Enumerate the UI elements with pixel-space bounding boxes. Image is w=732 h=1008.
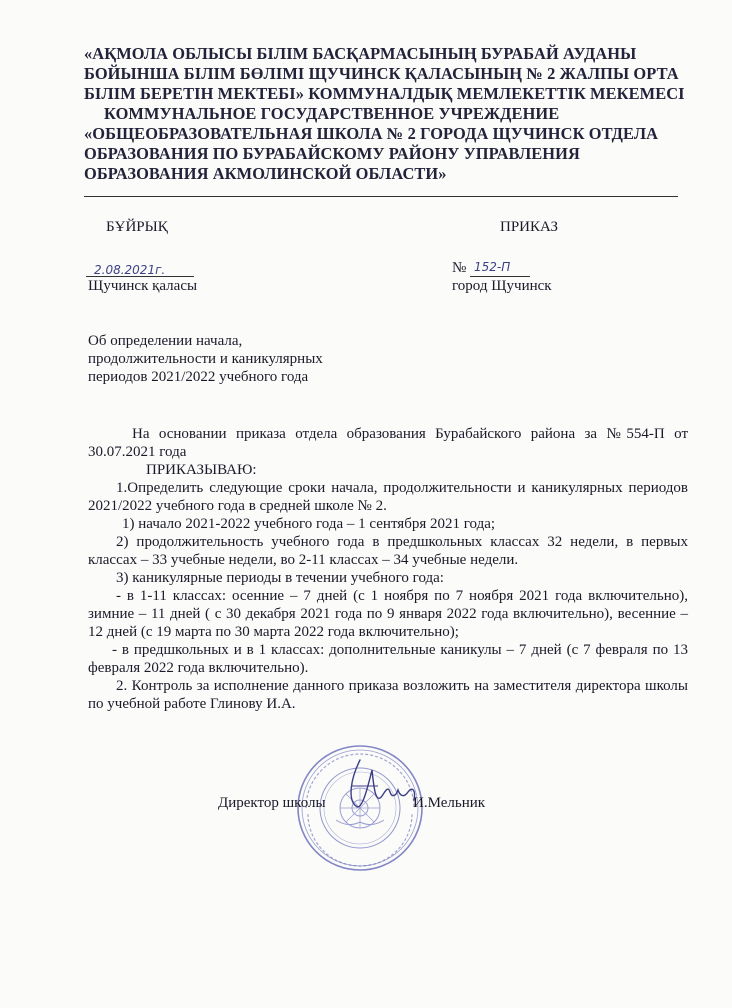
subject-line: периодов 2021/2022 учебного года bbox=[88, 369, 309, 385]
header-line: ОБРАЗОВАНИЯ АКМОЛИНСКОЙ ОБЛАСТИ» bbox=[84, 164, 447, 183]
header-line: БОЙЫНША БІЛІМ БӨЛІМІ ЩУЧИНСК ҚАЛАСЫНЫҢ № 2 ЖАЛПЫ ОРТА bbox=[84, 64, 679, 83]
clause-1-3: 3) каникулярные периоды в течении учебного года: bbox=[116, 570, 444, 586]
order-title-ru: ПРИКАЗ bbox=[500, 219, 558, 235]
clause-1-2: 2) продолжительность учебного года в предшкольных классах 32 недели, в первых классах – 33 учебные недели, во 2-11 классах – 34 учебные недели. bbox=[88, 534, 688, 568]
order-command: ПРИКАЗЫВАЮ: bbox=[146, 462, 257, 478]
order-date-handwritten: 2.08.2021г. bbox=[94, 263, 166, 277]
institution-header bbox=[84, 44, 684, 184]
header-line: «АҚМОЛА ОБЛЫСЫ БІЛІМ БАСҚАРМАСЫНЫҢ БУРАБАЙ АУДАНЫ bbox=[84, 44, 637, 63]
city-ru: город Щучинск bbox=[452, 278, 552, 294]
signatory-position: Директор школы bbox=[218, 795, 326, 811]
clause-1: 1.Определить следующие сроки начала, продолжительности и каникулярных периодов 2021/2022 учебного года в средней школе № 2. bbox=[88, 480, 688, 514]
order-number-handwritten: 152-П bbox=[474, 260, 511, 274]
clause-2: 2. Контроль за исполнение данного приказа возложить на заместителя директора школы по учебной работе Глинову И.А. bbox=[88, 678, 688, 712]
header-divider bbox=[84, 196, 678, 197]
header-line: «ОБЩЕОБРАЗОВАТЕЛЬНАЯ ШКОЛА № 2 ГОРОДА ЩУЧИНСК ОТДЕЛА bbox=[84, 124, 659, 143]
clause-1-3-b: - в предшкольных и в 1 классах: дополнительные каникулы – 7 дней (с 7 февраля по 13 февраля 2022 года включительно). bbox=[88, 642, 688, 676]
header-line: ОБРАЗОВАНИЯ ПО БУРАБАЙСКОМУ РАЙОНУ УПРАВЛЕНИЯ bbox=[84, 144, 580, 163]
subject-line: Об определении начала, bbox=[88, 333, 243, 349]
header-line: БІЛІМ БЕРЕТІН МЕКТЕБІ» КОММУНАЛДЫҚ МЕМЛЕКЕТТІК МЕКЕМЕСІ bbox=[84, 84, 685, 103]
city-kz: Щучинск қаласы bbox=[88, 278, 198, 294]
order-number-prefix: № bbox=[452, 260, 467, 276]
signatory-name: И.Мельник bbox=[413, 795, 486, 811]
subject-line: продолжительности и каникулярных bbox=[88, 351, 323, 367]
header-line: КОММУНАЛЬНОЕ ГОСУДАРСТВЕННОЕ УЧРЕЖДЕНИЕ bbox=[104, 104, 560, 123]
basis-paragraph: На основании приказа отдела образования Бурабайского района за №554-П от 30.07.2021 года bbox=[88, 426, 688, 460]
handwritten-signature bbox=[342, 756, 422, 820]
order-body bbox=[88, 425, 688, 713]
order-title-kz: БҰЙРЫҚ bbox=[106, 219, 168, 235]
clause-1-1: 1) начало 2021-2022 учебного года – 1 сентября 2021 года; bbox=[122, 516, 496, 532]
clause-1-3-a: - в 1-11 классах: осенние – 7 дней (с 1 ноября по 7 ноября 2021 года включительно), зимние – 11 дней ( с 30 декабря 2021 года по 9 января 2022 года включительно), весенние – 12 дней (с 19 марта по 30 марта 2022 года включительно); bbox=[88, 588, 688, 640]
